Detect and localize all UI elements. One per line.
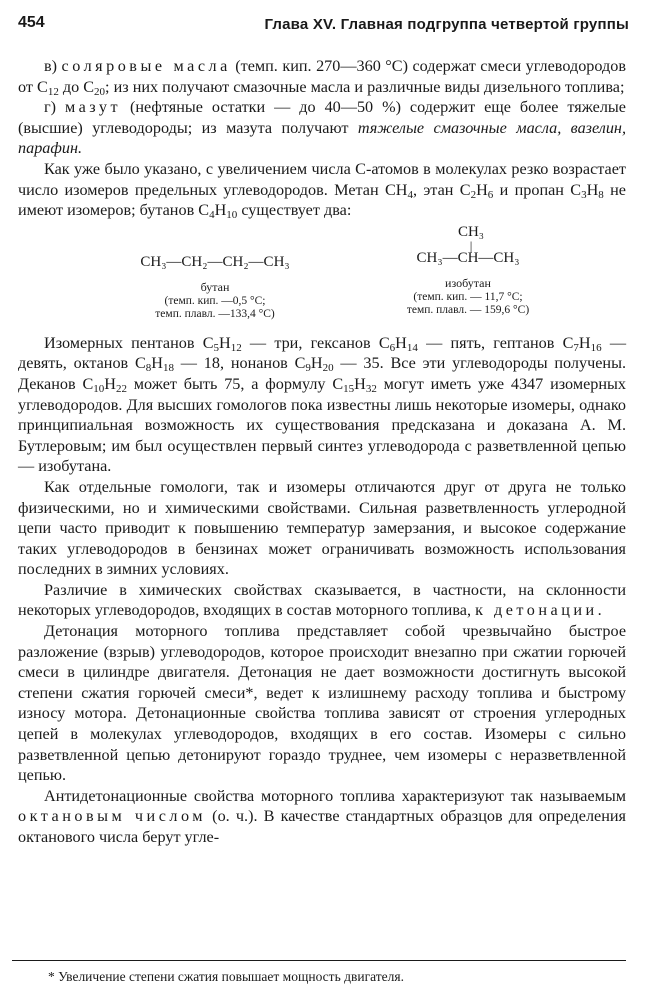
structural-formulas (18, 225, 626, 327)
subscript: 8 (145, 362, 152, 375)
term-mazut: мазут (64, 98, 122, 117)
page-number: 454 (18, 14, 45, 31)
footnote-text: Увеличение степени сжатия повышает мощность двигателя. (54, 969, 404, 984)
text-run: (темп. кип. 270—360 °C) содержат смеси углеводородов от C (18, 57, 626, 96)
isobutane-branch-bond: | (469, 237, 473, 253)
text-run: H (151, 354, 163, 373)
isobutane-melting-point: темп. плавл. — 159,6 °C) (406, 303, 530, 316)
list-marker: г) (44, 98, 65, 117)
text-run: — девять, октанов C (18, 333, 627, 373)
subscript: 16 (590, 341, 602, 354)
subscript: 2 (470, 188, 477, 201)
subscript: 6 (487, 188, 494, 201)
text-run: H (586, 180, 599, 199)
text-run: H (104, 374, 116, 393)
subscript: 10 (226, 209, 238, 222)
text-run: — пять, гептанов C (417, 333, 574, 352)
paragraph-antiknock (18, 786, 626, 848)
footnote (48, 969, 404, 985)
butane-name: бутан (200, 279, 230, 294)
subscript: 14 (406, 341, 418, 354)
text-run: — 35. Все эти углеводороды получены. Деканов C (18, 354, 626, 393)
text-run: Различие в химических свойствах сказывается, в частности, на склонности некоторых углеводородов, входящих в состав моторного топлива, (18, 580, 626, 620)
text-run: до C (58, 77, 95, 96)
text-run: H (310, 354, 323, 373)
paragraph-mazut (18, 97, 626, 159)
subscript: 32 (365, 382, 377, 395)
isobutane-formula-block (378, 225, 558, 317)
subscript: 4 (209, 209, 215, 222)
subscript: 20 (322, 362, 334, 375)
footnote-marker: * (245, 683, 254, 702)
subscript: 5 (213, 341, 220, 354)
paragraph-homologs: Как отдельные гомологи, так и изомеры отличаются друг от друга не только физическими, но и химическими свойствами. Сильная разветвленность углеродной цепи часто приводит к повышению температур замерзания, и высокое содержание таких углеводородов в бензинах может ограничивать возможность использования последних в зимних условиях. (18, 477, 626, 579)
chapter-title: Глава XV. Главная подгруппа четвертой группы (264, 16, 629, 33)
text-run: существует два: (237, 201, 352, 220)
butane-melting-point: темп. плавл. —133,4 °C) (155, 307, 275, 320)
isobutane-name: изобутан (445, 275, 491, 290)
subscript: 12 (47, 85, 59, 98)
subscript: 15 (343, 382, 355, 395)
paragraph-isomers (18, 159, 626, 221)
subscript: 18 (163, 362, 174, 375)
isobutane-boiling-point: (темп. кип. — 11,7 °C; (413, 290, 523, 303)
term-solar-oils: соляровые масла (61, 57, 231, 75)
text-run: H (578, 333, 591, 352)
subscript: 10 (93, 382, 105, 395)
text-run: , этан C (412, 180, 471, 199)
paragraph-chemical-difference (18, 580, 626, 621)
subscript: 3 (581, 188, 587, 201)
subscript: 9 (305, 362, 311, 375)
subscript: 7 (573, 341, 579, 354)
paragraph-solar-oils (18, 56, 626, 97)
subscript: 6 (389, 341, 396, 354)
page-header (18, 14, 629, 40)
subscript: 20 (94, 85, 106, 98)
text-run: H (219, 333, 231, 352)
term-octane-number: октановым числом (18, 807, 206, 826)
butane-formula-block (110, 255, 320, 321)
isobutane-branch: CH₃ (457, 223, 485, 240)
text-run: (о. ч.). В качестве стандартных образцов для определения октанового числа берут угле- (18, 807, 626, 846)
text-run: — 18, нонанов C (174, 354, 306, 373)
text-run: может быть 75, а формулу C (126, 374, 344, 393)
butane-boiling-point: (темп. кип. —0,5 °C; (164, 294, 266, 307)
list-marker: в) (44, 57, 62, 75)
text-run: ; из них получают смазочные масла и различные виды дизельного топлива; (105, 77, 625, 96)
text-run: — три, гексанов C (241, 333, 390, 352)
italic-products: тяжелые смазочные масла, вазелин, парафин. (18, 118, 627, 158)
text-run: Антидетонационные свойства моторного топлива характеризуют так называемым (44, 786, 626, 805)
text-run: H (354, 374, 366, 393)
paragraph-isomer-counts (18, 333, 626, 477)
text-run: Изомерных пентанов C (44, 333, 214, 352)
text-run: не имеют изомеров; бутанов C (18, 180, 626, 220)
text-run: (нефтяные остатки — до 40—50 %) содержит еще более тяжелые (высшие) углеводороды; из мазута получают (18, 98, 626, 137)
text-run: могут иметь уже 4347 изомерных углеводородов. Для высших гомологов пока известны лишь некоторые изомеры, однако принципиальная возможность их существования предсказана и доказана А. М. Бутлеровым; им был осуществлен первый синтез углеводорода с разветвленной цепью — изобутана. (18, 374, 626, 476)
text-run: H (214, 201, 227, 220)
paragraph-detonation (18, 621, 626, 786)
subscript: 8 (598, 188, 604, 201)
page-body (18, 56, 626, 848)
butane-formula: CH₃—CH₂—CH₂—CH₃ (140, 253, 290, 270)
text-run: Как уже было указано, с увеличением числа C-атомов в молекулах резко возрастает число изомеров предельных углеводородов. Метан CH (18, 159, 626, 199)
text-run: и пропан C (493, 180, 582, 199)
footnote-divider (12, 960, 626, 961)
subscript: 12 (230, 341, 242, 354)
subscript: 4 (407, 188, 413, 201)
text-run: , ведет к излишнему расходу топлива и быстрому износу мотора. Детонационные свойства топлива зависят от строения углеродных цепей в молекулах углеводородов, входящих в его состав. Изомеры с сильно разветвленной цепью детонируют гораздо труднее, чем изомеры с неразветвленной цепью. (18, 683, 627, 785)
text-run: H (476, 180, 488, 199)
term-detonation: к детонации. (475, 601, 606, 620)
subscript: 22 (115, 382, 127, 395)
footnote-star: * (48, 969, 55, 984)
isobutane-formula: CH₃—CH—CH₃ (416, 249, 520, 266)
text-run: Детонация моторного топлива представляет собой чрезвычайно быстрое разложение (взрыв) углеводородов, которое происходит внезапно при сжатии горючей смеси в цилиндре двигателя. Детонация не дает возможности достигнуть высокой степени сжатия горючей смеси (18, 622, 626, 702)
text-run: H (395, 333, 407, 352)
